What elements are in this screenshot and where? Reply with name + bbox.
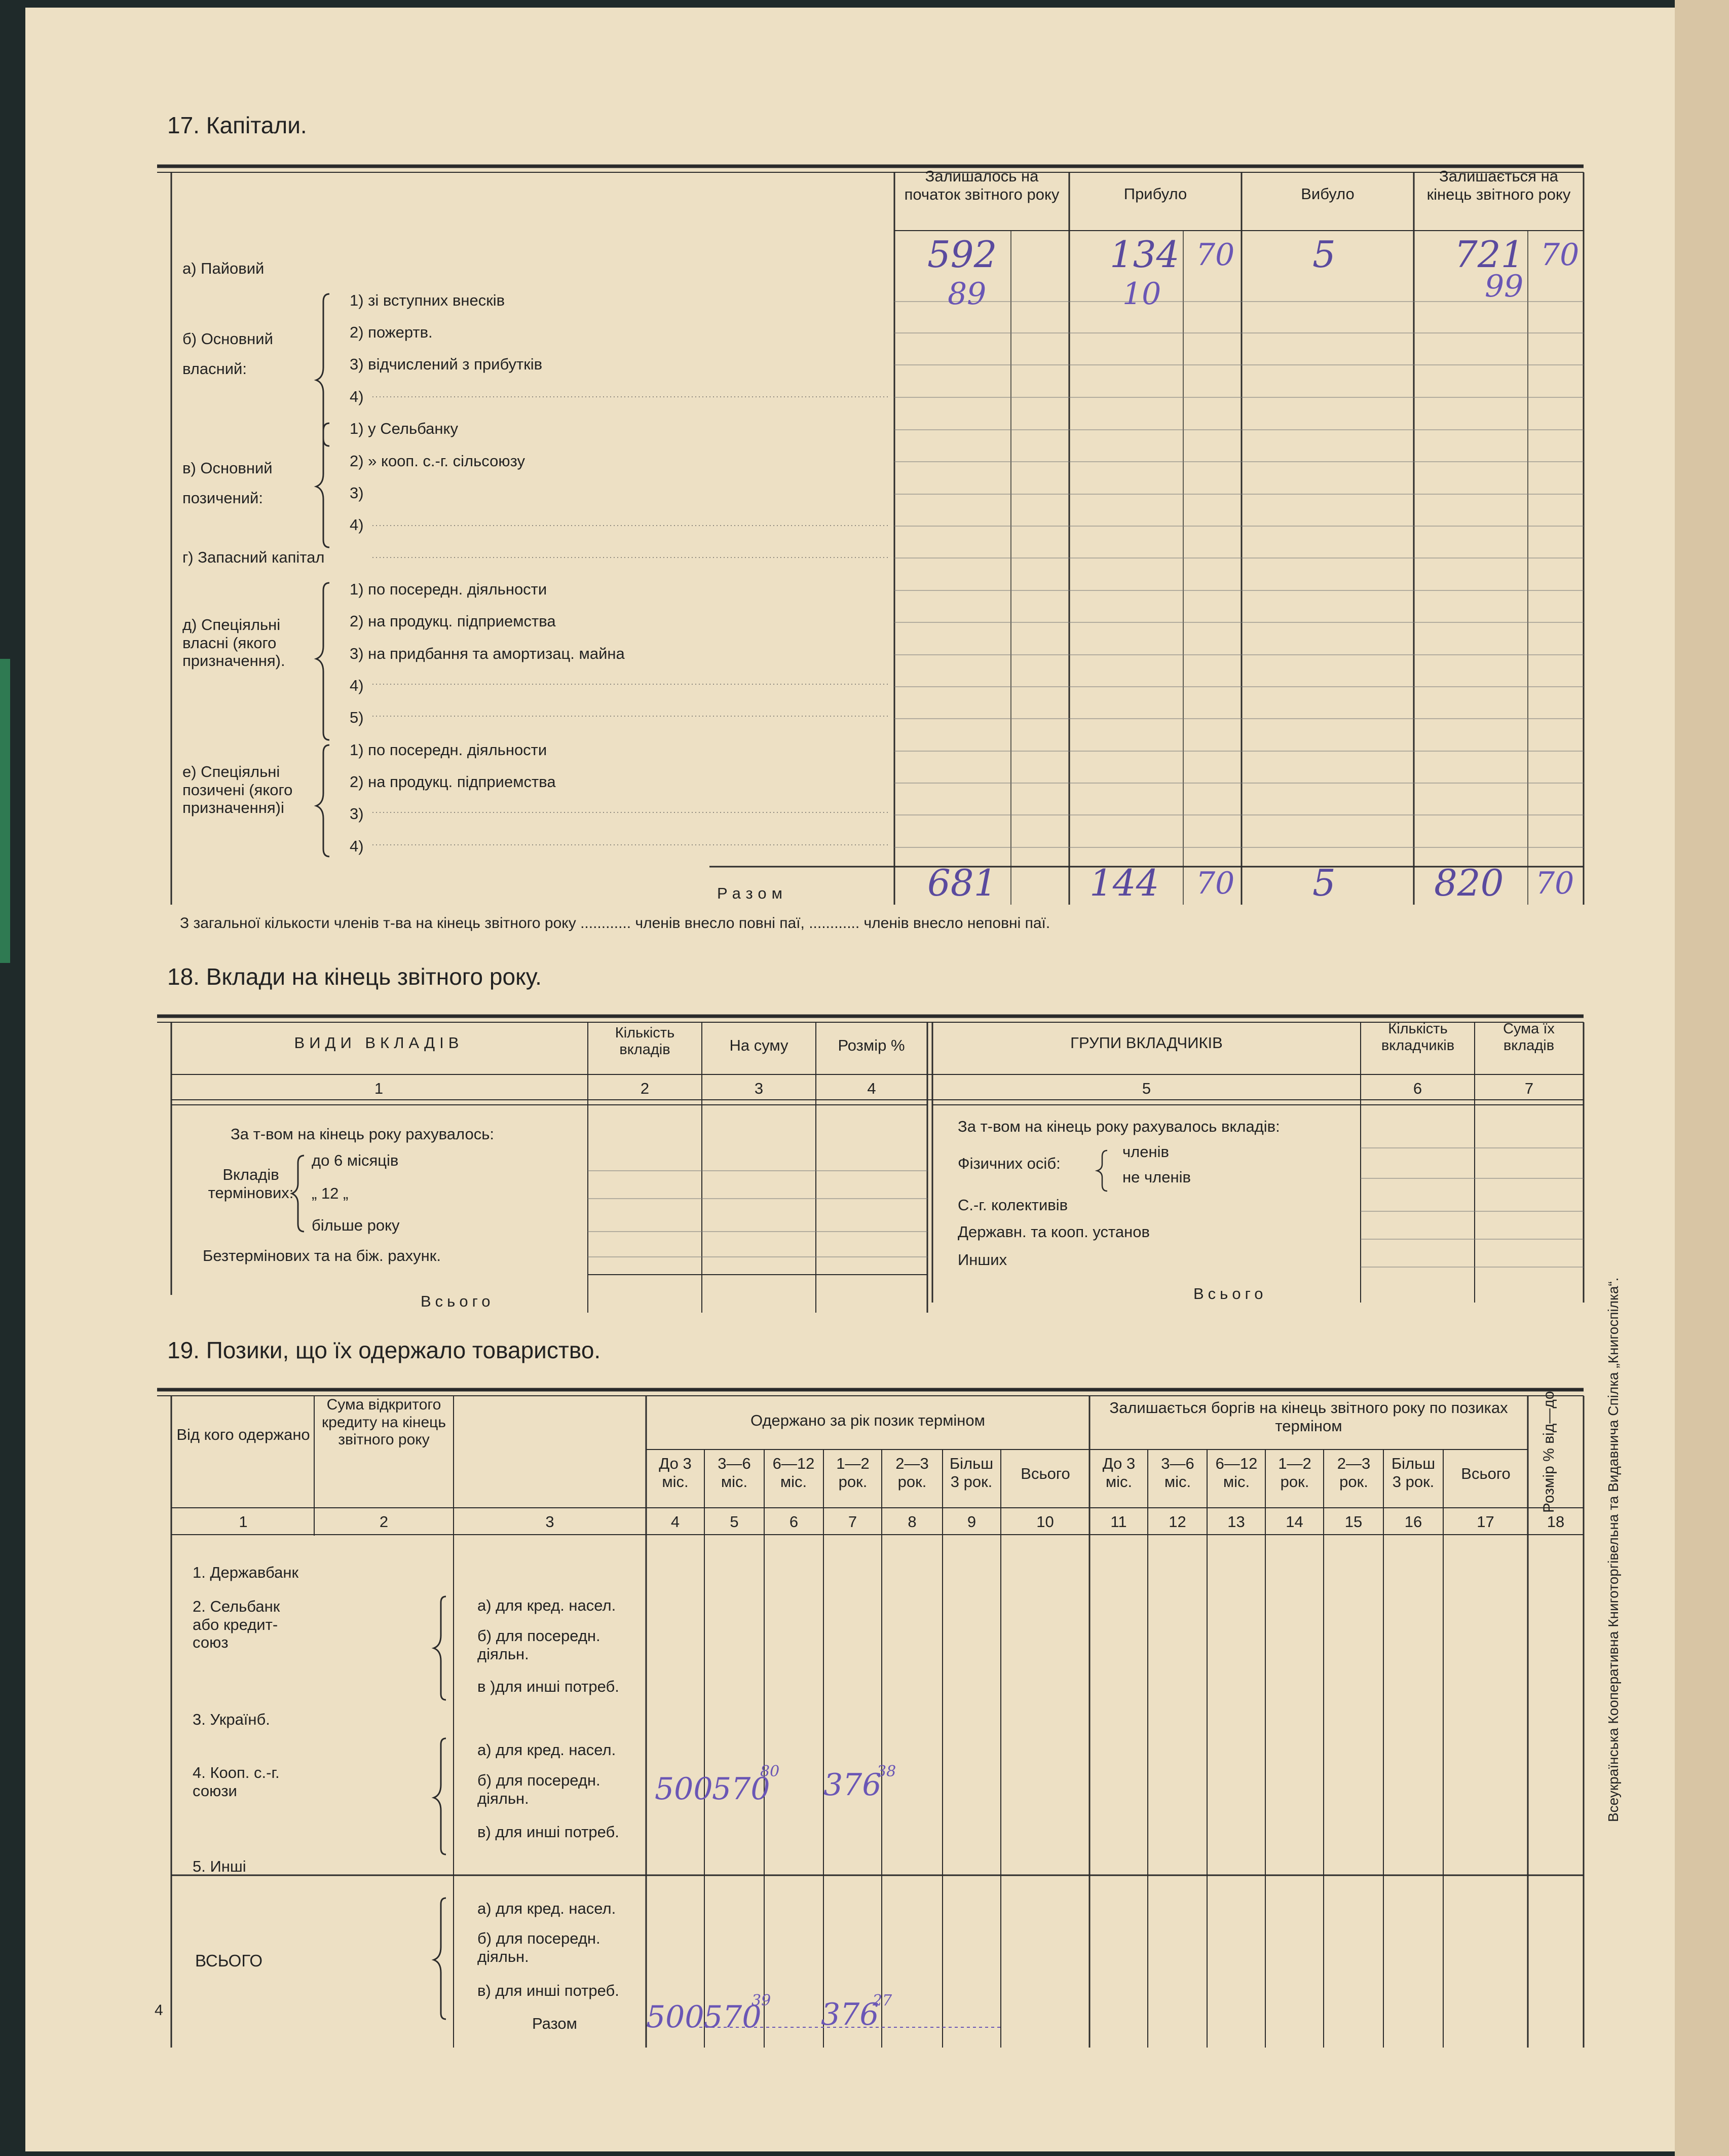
s18-left-total: Всього xyxy=(421,1292,495,1310)
s19-rcv-term-6: Більш 3 рок. xyxy=(949,1455,994,1491)
s19-colnum-15: 15 xyxy=(1344,1513,1363,1531)
s17-row-a: а) Пайовий xyxy=(182,259,265,277)
s19-colnum-8: 8 xyxy=(908,1513,917,1531)
s17-header-in: Прибуло xyxy=(1123,185,1187,203)
s19-colnum-17: 17 xyxy=(1477,1513,1494,1531)
s19-rcv-term-2: 3—6 міс. xyxy=(718,1455,751,1491)
s19-colnum-5: 5 xyxy=(730,1513,739,1531)
hw-a-end-k: 70 xyxy=(1540,237,1580,273)
side-imprint: Всеукраїнська Кооперативна Книготоргівельна та Видавнича Спілка „Книгоспілка“. xyxy=(1605,1277,1621,1822)
s17-header-start: Залишалось на початок звітного року xyxy=(904,167,1060,203)
page-number: 4 xyxy=(155,2002,163,2019)
s19-rcv-term-1: До 3 міс. xyxy=(659,1455,692,1491)
s18-h-deposits-sum: Сума їх вкладів xyxy=(1503,1021,1555,1054)
s19-rcv-term-3: 6—12 міс. xyxy=(772,1455,815,1491)
s17-row-d2: 2) на продукц. підприемства xyxy=(350,612,556,630)
hw-b1-in: 10 xyxy=(1122,276,1161,312)
hw-coop-1to2-k: 38 xyxy=(877,1763,896,1780)
s18-h-kinds: ВИДИ ВКЛАДІВ xyxy=(294,1034,464,1052)
s17-row-v1: 1) у Сельбанку xyxy=(350,420,458,437)
hw-total-in-k: 70 xyxy=(1196,866,1235,901)
s17-row-v-label: в) Основний позичений: xyxy=(182,459,273,507)
hw-a-out: 5 xyxy=(1312,233,1336,276)
s18-left-row-1: до 6 місяців xyxy=(312,1151,399,1169)
s18-left-row-3: більше року xyxy=(312,1216,400,1234)
hw-a-end: 721 xyxy=(1454,233,1524,276)
s18-right-row-2: Державн. та кооп. установ xyxy=(958,1223,1150,1241)
s19-colnum-7: 7 xyxy=(848,1513,857,1531)
s19-rem-term-6: Більш 3 рок. xyxy=(1391,1455,1436,1491)
s18-colnum-3: 3 xyxy=(754,1080,764,1097)
s17-header-out: Вибуло xyxy=(1301,185,1355,203)
s19-selbank-purpose-v: в )для инші потреб. xyxy=(477,1678,619,1695)
s19-colnum-6: 6 xyxy=(789,1513,799,1531)
s17-row-e3: 3) xyxy=(350,805,364,823)
s18-h-groups: ГРУПИ ВКЛАДЧИКІВ xyxy=(1070,1034,1223,1052)
s19-colnum-2: 2 xyxy=(379,1513,389,1531)
s19-lender-4: 4. Кооп. с.-г. союзи xyxy=(193,1764,280,1800)
s18-left-group: Вкладів термінових: xyxy=(208,1166,294,1202)
hw-coop-upto3: 500 xyxy=(655,1771,713,1807)
s19-title: 19. Позики, що їх одержало товариство. xyxy=(167,1337,601,1363)
hw-total-upto3: 500 xyxy=(646,1999,704,2035)
s19-coop-purpose-v: в) для инші потреб. xyxy=(477,1823,619,1841)
s17-row-b2: 2) пожертв. xyxy=(350,323,433,341)
s19-lender-5: 5. Инші xyxy=(193,1857,246,1875)
s17-row-e4: 4) xyxy=(350,837,364,855)
s18-colnum-1: 1 xyxy=(374,1080,384,1097)
s18-right-phys-2: не членів xyxy=(1122,1168,1191,1186)
s17-row-b3: 3) відчислений з прибутків xyxy=(350,355,543,373)
hw-coop-3to6: 570 xyxy=(712,1771,770,1807)
s19-rem-term-1: До 3 міс. xyxy=(1102,1455,1136,1491)
hw-total-out: 5 xyxy=(1312,862,1336,904)
hw-b1-end: 99 xyxy=(1485,269,1524,304)
s18-left-intro: За т-вом на кінець року рахувалось: xyxy=(231,1125,494,1143)
s18-right-row-1: С.-г. колективів xyxy=(958,1196,1068,1214)
s19-h-remaining: Залишається боргів на кінець звітного року по позиках терміном xyxy=(1109,1399,1508,1435)
s17-row-d5: 5) xyxy=(350,709,364,726)
s17-row-d-label: д) Спеціяльні власні (якого призначення). xyxy=(182,616,285,670)
s18-h-sum: На суму xyxy=(729,1036,788,1054)
s17-row-e-label: е) Спеціяльні позичені (якого призначення)і xyxy=(182,763,293,817)
s19-coop-purpose-a: а) для кред. насел. xyxy=(477,1741,616,1759)
s17-footer: З загальної кількости членів т-ва на кінець звітного року ............ членів внесло повні паї, ............ членів внесло неповні паї. xyxy=(180,915,1050,932)
hw-total-1to2-k: 27 xyxy=(873,1992,892,2010)
s18-left-row-2: „ 12 „ xyxy=(312,1184,349,1202)
s18-title: 18. Вклади на кінець звітного року. xyxy=(167,963,542,990)
s19-colnum-18: 18 xyxy=(1547,1513,1565,1531)
hw-total-3to6: 570 xyxy=(703,1999,762,2035)
s19-colnum-3: 3 xyxy=(545,1513,554,1531)
s19-h-rate: Розмір % від—до xyxy=(1540,1391,1557,1513)
s18-colnum-7: 7 xyxy=(1524,1080,1534,1097)
s18-h-rate: Розмір % xyxy=(838,1036,905,1054)
hw-total-end-k: 70 xyxy=(1535,866,1574,901)
s17-row-b1: 1) зі вступних внесків xyxy=(350,291,505,309)
s19-rem-term-5: 2—3 рок. xyxy=(1337,1455,1371,1491)
hw-total-1to2: 376 xyxy=(821,1997,879,2032)
s19-lender-1: 1. Державбанк xyxy=(193,1564,299,1581)
hw-total-3to6-k: 39 xyxy=(751,1992,771,2010)
s17-header-end: Залишається на кінець звітного року xyxy=(1426,167,1571,203)
s19-colnum-14: 14 xyxy=(1286,1513,1303,1531)
s18-h-depositors: Кількість вкладчиків xyxy=(1381,1021,1455,1054)
s19-coop-purpose-b: б) для посередн. діяльн. xyxy=(477,1771,600,1807)
s17-row-g: г) Запасний капітал xyxy=(182,548,325,566)
s19-rcv-term-4: 1—2 рок. xyxy=(836,1455,870,1491)
s19-razom-label: Разом xyxy=(532,2015,577,2032)
s18-right-phys-1: членів xyxy=(1122,1143,1169,1161)
s18-right-phys: Фізичних осіб: xyxy=(958,1155,1061,1172)
hw-total-end: 820 xyxy=(1434,862,1504,904)
s19-rem-term-4: 1—2 рок. xyxy=(1278,1455,1311,1491)
hw-b1-start: 89 xyxy=(948,276,987,312)
s19-total-purpose-a: а) для кред. насел. xyxy=(477,1900,616,1917)
s19-colnum-12: 12 xyxy=(1169,1513,1186,1531)
s17-row-d1: 1) по посередн. діяльности xyxy=(350,580,547,598)
s19-total-purpose-v: в) для инші потреб. xyxy=(477,1982,619,1999)
hw-total-start: 681 xyxy=(927,862,997,904)
hw-total-in: 144 xyxy=(1089,862,1159,904)
s18-colnum-2: 2 xyxy=(640,1080,650,1097)
s17-row-d3: 3) на придбання та амортизац. майна xyxy=(350,645,625,662)
hw-a-in: 134 xyxy=(1110,233,1180,276)
s17-row-v2: 2) » кооп. с.-г. сільсоюзу xyxy=(350,452,525,470)
s19-colnum-10: 10 xyxy=(1036,1513,1054,1531)
s17-total-label: Разом xyxy=(717,884,787,902)
s19-h-from: Від кого одержано xyxy=(176,1426,310,1443)
s19-lender-3: 3. Українб. xyxy=(193,1711,270,1728)
s18-right-row-3: Инших xyxy=(958,1251,1007,1269)
s18-colnum-5: 5 xyxy=(1142,1080,1151,1097)
s19-colnum-11: 11 xyxy=(1110,1513,1127,1531)
s18-colnum-6: 6 xyxy=(1413,1080,1422,1097)
hw-a-in-k: 70 xyxy=(1196,237,1235,273)
s19-h-credit: Сума відкритого кредиту на кінець звітного року xyxy=(322,1396,446,1448)
s19-lender-total: ВСЬОГО xyxy=(195,1951,263,1970)
s19-rem-term-2: 3—6 міс. xyxy=(1161,1455,1194,1491)
s17-row-v4: 4) xyxy=(350,516,364,534)
s17-title: 17. Капітали. xyxy=(167,112,307,138)
s18-right-intro: За т-вом на кінець року рахувалось вкладів: xyxy=(958,1118,1280,1135)
s19-h-received: Одержано за рік позик терміном xyxy=(750,1411,985,1429)
s19-colnum-13: 13 xyxy=(1227,1513,1245,1531)
s19-rem-term-total: Всього xyxy=(1461,1465,1511,1482)
s19-lender-2: 2. Сельбанк або кредит-союз xyxy=(193,1597,280,1652)
s19-selbank-purpose-a: а) для кред. насел. xyxy=(477,1596,616,1614)
s19-total-purpose-b: б) для посередн. діяльн. xyxy=(477,1929,600,1965)
s17-row-b-label: б) Основний власний: xyxy=(182,330,273,378)
hw-coop-3to6-k: 80 xyxy=(760,1763,780,1780)
s17-row-v3: 3) xyxy=(350,484,364,502)
s18-colnum-4: 4 xyxy=(867,1080,876,1097)
s18-h-count: Кількість вкладів xyxy=(615,1025,675,1058)
s19-colnum-9: 9 xyxy=(967,1513,976,1531)
s17-row-e2: 2) на продукц. підприемства xyxy=(350,773,556,791)
hw-coop-1to2: 376 xyxy=(823,1767,882,1803)
s19-rem-term-3: 6—12 міс. xyxy=(1215,1455,1258,1491)
s19-colnum-1: 1 xyxy=(239,1513,248,1531)
s17-row-d4: 4) xyxy=(350,677,364,694)
s19-rcv-term-total: Всього xyxy=(1021,1465,1070,1482)
s19-colnum-16: 16 xyxy=(1404,1513,1422,1531)
s19-selbank-purpose-b: б) для посередн. діяльн. xyxy=(477,1627,600,1663)
hw-a-start: 592 xyxy=(927,233,997,276)
s19-rcv-term-5: 2—3 рок. xyxy=(895,1455,929,1491)
s18-right-total: Всього xyxy=(1193,1285,1267,1303)
s17-row-e1: 1) по посередн. діяльности xyxy=(350,741,547,759)
s17-row-b4: 4) xyxy=(350,388,364,405)
s19-colnum-4: 4 xyxy=(670,1513,680,1531)
s18-left-nonterm: Безтермінових та на біж. рахунк. xyxy=(203,1247,441,1265)
